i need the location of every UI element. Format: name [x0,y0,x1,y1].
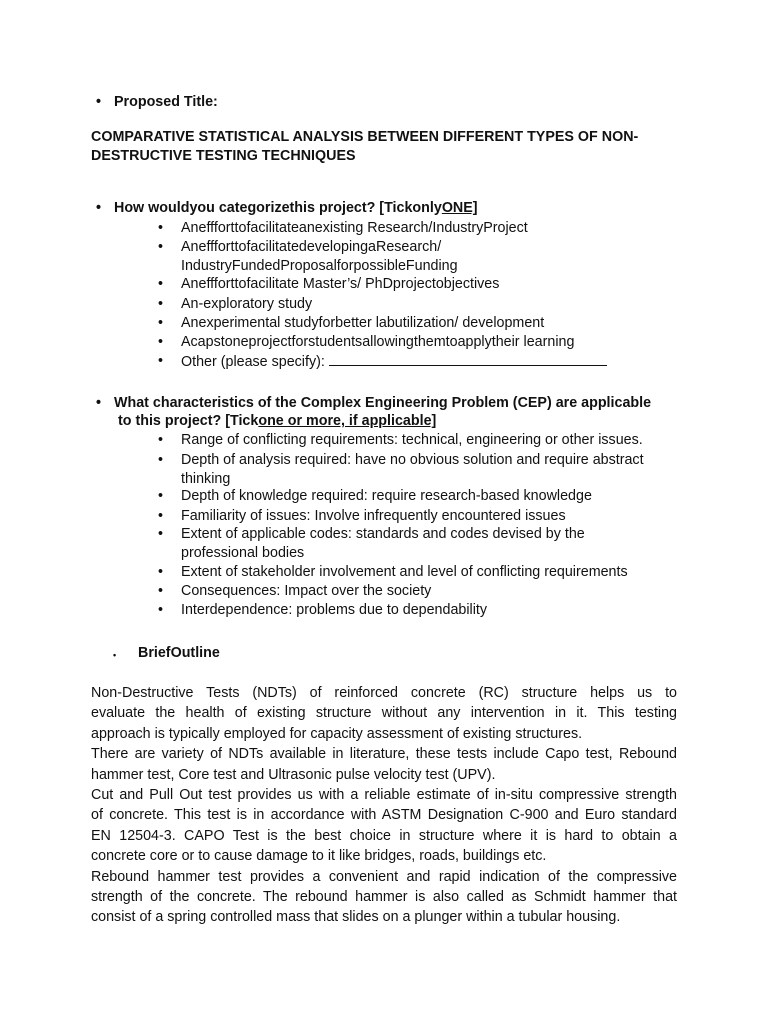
outline-line: hammer test, Core test and Ultrasonic pulse velocity test (UPV). [91,766,496,783]
category-option-label: Other (please specify): [181,354,325,370]
bullet: • [113,650,117,660]
outline-line: There are variety of NDTs available in literature, these tests include Capo test, Rebound [91,746,677,763]
outline-line: strength of the concrete. The rebound hammer is also called as Schmidt hammer that [91,889,677,906]
outline-line: concrete core or to cause damage to it like bridges, roads, buildings etc. [91,848,547,865]
category-question-text: How wouldyou categorizethis project? [Tickonly [114,200,442,216]
category-option-label: Anexperimental studyforbetter labutilization/ development [181,315,545,331]
cep-item-label: Consequences: Impact over the society [181,583,432,599]
outline-line: Non-Destructive Tests (NDTs) of reinforced concrete (RC) structure helps us to [91,685,677,701]
cep-item-label: Familiarity of issues: Involve infrequently encountered issues [181,508,566,524]
category-option-label: Aneffforttofacilitateanexisting Research/IndustryProject [181,220,528,236]
outline-line: EN 12504-3. CAPO Test is the best choice in structure where it is hard to obtain a [91,827,677,844]
cep-item-label-cont: thinking [181,470,231,487]
category-option-label: Aneffforttofacilitate Master’s/ PhDprojectobjectives [181,276,500,292]
cep-item-label: Range of conflicting requirements: technical, engineering or other issues. [181,432,643,448]
cep-item-label: Extent of applicable codes: standards and codes devised by the [181,526,585,542]
outline-line: consist of a spring controlled mass that slides on a plunger within a tubular housing. [91,909,621,926]
category-option-label: An-exploratory study [181,296,313,312]
outline-line: evaluate the health of existing structure without any intervention in it. This testing [91,705,677,722]
outline-line: Rebound hammer test provides a convenient and rapid indication of the compressive [91,868,677,885]
category-question-emphasis: ONE] [441,200,478,216]
proposed-title-label: Proposed Title: [114,94,218,110]
cep-question-line: What characteristics of the Complex Engineering Problem (CEP) are applicable [114,395,652,411]
cep-item-label: Interdependence: problems due to dependability [181,602,488,618]
cep-item-label: Depth of analysis required: have no obvious solution and require abstract [181,452,644,468]
outline-line: of concrete. This test is in accordance with ASTM Designation C-900 and Euro standard [91,807,677,824]
category-option-label: Acapstoneprojectforstudentsallowingthemtoapplytheir learning [181,334,575,350]
bullet: • [96,395,102,411]
brief-outline-label: BriefOutline [138,645,220,661]
cep-question-emphasis: one or more, if applicable] [258,413,437,429]
category-option-label-cont: IndustryFundedProposalforpossibleFunding [181,257,458,274]
bullet: • [96,94,102,110]
bullet: • [96,200,102,216]
cep-item-label: Depth of knowledge required: require research-based knowledge [181,488,592,504]
outline-line: approach is typically employed for capacity assessment of existing structures. [91,725,583,742]
outline-line: Cut and Pull Out test provides us with a reliable estimate of in-situ compressive strength [91,787,677,804]
specify-blank-line [329,352,607,366]
cep-item-label-cont: professional bodies [181,544,305,561]
cep-question-line: to this project? [Tick [118,413,259,429]
category-option-label: AneffforttofacilitatedevelopingaResearch/ [181,239,442,255]
project-title-line: COMPARATIVE STATISTICAL ANALYSIS BETWEEN DIFFERENT TYPES OF NON- [91,129,639,145]
document-page: • Proposed Title: COMPARATIVE STATISTICAL ANALYSIS BETWEEN DIFFERENT TYPES OF NON- DESTRUCTIVE TESTING TECHNIQUES • How wouldyou categorizethis project? [TickonlyONE] • Aneffforttofacilitateanexisting Research/IndustryProject • AneffforttofacilitatedevelopingaResearch/ IndustryFundedProposalforpossibleFunding • Aneffforttofacilitate Master’s/ PhDprojectobjectives • An-exploratory study • Anexperimental studyforbetter labutilization/ development • Acapstoneprojectforstudentsallowingthemtoapplytheir learning • Other (please specify): • What characteristics of the Complex Engineering Problem (CEP) are applicable to this project? [Tickone or more, if applicable] • Range of conflicting requirements: technical, engineering or other issues. • Depth of analysis required: have no obvious solution and require abstract thinking • Depth of knowledge required: require research-based knowledge • Familiarity of issues: Involve infrequently encountered issues • Extent of applicable codes: standards and codes devised by the professional bodies • Extent of stakeholder involvement and level of conflicting requirements • Consequences: Impact over the society • Interdependence: problems due to dependability • BriefOutline Non-Destructive Tests (NDTs) of reinforced concrete (RC) structure helps us to evaluate the health of existing structure without any intervention in it. This testing approach is typically employed for capacity assessment of existing structures. There are variety of NDTs available in literature, these tests include Capo test, Rebound hammer test, Core test and Ultrasonic pulse velocity test (UPV). Cut and Pull Out test provides us with a reliable estimate of in-situ compressive strength of concrete. This test is in accordance with ASTM Designation C-900 and Euro standard EN 12504-3. CAPO Test is the best choice in structure where it is hard to obtain a concrete core or to cause damage to it like bridges, roads, buildings etc. Rebound hammer test provides a convenient and rapid indication of the compressive strength of the concrete. The rebound hammer is also called as Schmidt hammer that consist of a spring controlled mass that slides on a plunger within a tubular housing. [0,0,768,1024]
outline-body [91,683,677,928]
project-title-line: DESTRUCTIVE TESTING TECHNIQUES [91,147,356,164]
cep-item-label: Extent of stakeholder involvement and level of conflicting requirements [181,564,628,580]
project-title [91,128,681,165]
